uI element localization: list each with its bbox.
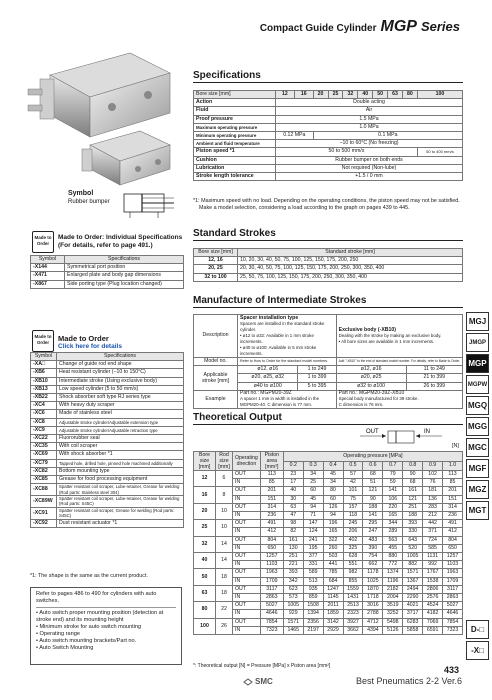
table-row: -XC88 Spatter resistant coil scraper, Lube-retainer, Grease for welding (Rod parts: Stainless steel 304) [31,484,184,496]
mto-individual-title: Made to Order: Individual Specifications [58,234,183,241]
table-row: IN 7323 1465 2197 2929 3662 4394 5126 5858 6591 7323 [194,626,463,634]
table-row: -XC79 Tapped hole, drilled hole, pinned hole machined additionally [31,459,184,467]
refbox-top: Refer to pages 486 to 490 for cylinders with auto switches. [36,591,176,608]
pneumatic-symbol-icon [120,186,176,222]
footer-text: Best Pneumatics 2-2 Ver.6 [355,676,462,686]
tab-mgf[interactable]: MGF [466,459,489,478]
table-row: IN 1709 342 513 684 855 1025 1196 1367 1538 1709 [194,577,463,585]
table-row: 16 8 OUT 201 40 60 80 101 121 141 161 181 201 [194,487,463,495]
mto-title: Made to Order [58,334,109,343]
table-row: IN 236 47 71 94 118 141 165 188 212 236 [194,512,463,520]
in-label: IN [424,429,430,435]
symbol-caption: Rubber bumper [68,199,110,205]
table-row: -X867 Side porting type (Plug location changed) [31,280,184,288]
table-row: Stroke length tolerance +1.5 / 0 mm [194,173,463,181]
page-number: 433 [443,665,459,675]
mto-table: Symbol Specifications -XA□ Change of guide rod end shape -XB6 Heat resistant cylinder (−10 to 150°C) -XB10 Intermediate stroke (Using exclusive body) -XB13 Low speed cylinder (5 to 50 mm/s) -XB22 Shock absorber soft type RJ series type -XC4 With heavy duty scraper -XC6 Made of stainless steel -XC8 Adjustable stroke cylinder/Adjustable extension type -XC9 Adjustable stroke cylinder/Adjustable retraction type -XC22 Fluororubber seal -XC35 With coil scraper -XC69 With shock absorber *1 -XC79 Tapped hole, drilled hole, pinned hole machined additionally -XC82 Bottom mounting type -XC85 Grease for food processing equipment -XC88 Spatter resistant coil scraper, Lube-retainer, Grease for welding (Rod parts: Stainless steel 304) -XC89W Spatter resistant coil scraper, Lube-retainer, Grease for welding (Rod parts: S45C) -XC91 Spatter resistant coil scraper, Grease for welding (Rod parts: S45C) -XC92 Dust resistant actuator *1 [30,352,184,528]
standard-strokes-title: Standard Strokes [193,228,463,241]
table-row: Model no. Refer to How to Order for the standard model numbers. Add "-XB10" to the end of standard model number. For details, refer to Made to Order. [194,358,463,366]
tab-mgp[interactable]: MGP [466,354,489,373]
standard-strokes-table: Bore size [mm] Standard stroke [mm] 12, 16 10, 20, 30, 40, 50, 75, 100, 125, 150, 175, 200, 250 20, 25 20, 30, 40, 50, 75, 100, 125, 150, 175, 200, 250, 300, 350, 400 32 to 100 25, 50, 75, 100, 125, 150, 175, 200, 250, 300, 350, 400 [193,248,463,282]
mto-details-link[interactable]: Click here for details [58,342,122,350]
tab-auto-switch[interactable]: D-□ [466,620,489,639]
table-row: -XC92 Dust resistant actuator *1 [31,519,184,527]
symbol-title: Symbol [68,190,94,197]
table-row: -X144 Symmetrical port position [31,264,184,272]
table-row: Description Spacer installation type Spacers are installed in the standard stroke cylinder. • ø12 to ø32: Available in 1 mm stroke increments. • ø40 to ø100: Available in 5 mm stroke increments. Exclusive body (-XB10) Dealing with the stroke by making an exclusive body. • All bore sizes are available in 1 mm increments. [194,315,463,358]
table-row: IN 650 130 195 260 325 390 455 520 585 650 [194,544,463,552]
table-row: Maximum operating pressure 1.0 MPa [194,123,463,131]
table-row: 50 18 OUT 1963 393 589 785 982 1178 1374 1571 1767 1963 [194,569,463,577]
tab-mgq[interactable]: MGQ [466,396,489,415]
table-row: Ambient and fluid temperature −10 to 60°C (No freezing) [194,140,463,148]
mto-individual-subtitle: (For details, refer to page 491.) [58,241,153,249]
table-row: -XC8 Adjustable stroke cylinder/Adjustable extension type [31,418,184,426]
table-row: -XB13 Low speed cylinder (5 to 50 mm/s) [31,385,184,393]
table-row: -XB6 Heat resistant cylinder (−10 to 150°C) [31,369,184,377]
table-row: -XC35 With coil scraper [31,443,184,451]
auto-switch-reference-box [30,587,182,665]
table-row: 32 to 100 25, 50, 75, 100, 125, 150, 175, 200, 250, 300, 350, 400 [194,273,463,281]
table-row: 12, 16 10, 20, 30, 40, 50, 75, 100, 125, 150, 175, 200, 250 [194,257,463,265]
table-row: Minimum operating pressure 0.12 MPa 0.1 MPa [194,132,463,140]
table-row: Applicable stroke [mm] ø12, ø16 1 to 249 ø12, ø16 11 to 249 [194,366,463,374]
header-subtitle: Compact Guide Cylinder [259,23,377,34]
table-row: -XC69 With shock absorber *1 [31,451,184,459]
table-row: IN 85 17 25 34 42 51 59 68 76 85 [194,479,463,487]
table-row: 20, 25 20, 30, 40, 50, 75, 100, 125, 150, 175, 200, 250, 300, 350, 400 [194,265,463,273]
mto-heading [58,335,122,350]
table-row: -XC89W Spatter resistant coil scraper, Lube-retainer, Grease for welding (Rod parts: S45C) [31,496,184,508]
table-row: 40 14 OUT 1257 251 377 503 628 754 880 1005 1131 1257 [194,553,463,561]
table-row: IN 4646 929 1394 1859 2323 2788 3252 3717 4182 4646 [194,610,463,618]
table-row: -XC82 Bottom mounting type [31,467,184,475]
tab-mgc[interactable]: MGC [466,438,489,457]
table-row: 32 14 OUT 804 161 241 322 402 483 563 643 724 804 [194,536,463,544]
table-row: ø20, ø25, ø32 1 to 399 ø20, ø25 21 to 399 [194,374,463,382]
table-row: 100 26 OUT 7854 1571 2356 3142 3927 4712 5498 6283 7069 7854 [194,618,463,626]
output-footnote: *: Theoretical output [N] = Pressure [MPa] x Piston area [mm²] [193,663,331,669]
table-row: 25 10 OUT 491 98 147 196 245 295 344 393 442 491 [194,520,463,528]
tab-mgpw[interactable]: MGPW [466,375,489,394]
out-label: OUT [366,429,379,435]
made-to-order-badge-2: Made to Order [32,330,54,352]
table-row: -XB22 Shock absorber soft type RJ series type [31,394,184,402]
table-row: -XC22 Fluororubber seal [31,435,184,443]
table-row: 80 22 OUT 5027 1005 1508 2011 2513 3016 3519 4021 4524 5027 [194,602,463,610]
table-row: -XC85 Grease for food processing equipment [31,476,184,484]
table-row: 20 10 OUT 314 63 94 126 157 188 220 251 283 314 [194,503,463,511]
table-row: IN 151 30 45 60 75 90 106 121 136 151 [194,495,463,503]
tab-mgg[interactable]: MGG [466,417,489,436]
header-series: Series [420,19,460,34]
cylinder-direction-diagram [352,425,462,447]
smc-logo-icon [243,678,253,686]
mto-individual-table: Symbol Specifications -X144 Symmetrical port position -X471 Enlarged plate and body gap dimensions -X867 Side porting type (Plug location changed) [30,255,184,289]
table-row: 63 18 OUT 3117 623 935 1247 1559 1870 2182 2494 2806 3117 [194,585,463,593]
table-row: ø40 to ø100 5 to 395 ø32 to ø100 26 to 399 [194,382,463,390]
refbox-item: • Operating range [36,631,80,637]
intermediate-strokes-title: Manufacture of Intermediate Strokes [193,295,463,308]
table-row: Lubrication Not required (Non-lube) [194,164,463,172]
table-row: -X471 Enlarged plate and body gap dimensions [31,272,184,280]
table-row: IN 1103 221 331 441 551 662 772 882 992 1103 [194,561,463,569]
table-row: -XA□ Change of guide rod end shape [31,361,184,369]
intermediate-strokes-table [193,314,463,409]
made-to-order-badge: Made to Order [32,231,54,253]
tab-jmgp[interactable]: JMGP [466,333,489,352]
tab-mgt[interactable]: MGT [466,501,489,520]
table-row: -XB10 Intermediate stroke (Using exclusive body) [31,377,184,385]
refbox-item: • Auto switch mounting brackets/Part no. [36,638,137,644]
theoretical-output-table: Bore size [mm] Rod size [mm] Operating direction Piston area [mm²] Operating pressure [MPa] 0.2 0.3 0.4 0.5 0.6 0.7 0.8 0.9 1.0 12 6 OUT 113 23 34 45 57 68 79 90 102 113 IN 85 17 25 34 42 51 59 68 76 85 16 8 OUT 201 40 60 80 101 121 141 161 181 201 IN 151 30 45 60 75 90 106 121 136 151 20 10 OUT 314 63 94 126 157 188 220 251 283 314 IN 236 47 71 94 118 141 165 188 212 236 25 10 OUT 491 98 147 196 245 295 344 393 442 491 IN 412 82 124 165 206 247 289 330 371 412 32 14 OUT 804 161 241 322 402 483 563 643 724 804 IN 650 130 195 260 325 390 455 520 585 650 40 14 OUT 1257 251 377 503 628 754 880 1005 1131 1257 IN 1103 221 331 441 551 662 772 882 992 1103 50 18 OUT 1963 393 589 785 982 1178 1374 1571 1767 1963 IN 1709 342 513 684 855 1025 1196 1367 1538 1709 63 18 OUT 3117 623 935 1247 1559 1870 2182 2494 2806 3117 IN 2863 573 859 1145 1431 1718 2004 2290 2576 2863 80 22 OUT 5027 1005 1508 2011 2513 3016 3519 4021 4524 5027 IN 4646 929 1394 1859 2323 2788 3252 3717 4182 4646 100 26 OUT 7854 1571 2356 3142 3927 4712 5498 6283 7069 7854 IN 7323 1465 2197 2929 3662 4394 5126 5858 6591 7323 [193,451,463,635]
output-unit: [N] [452,443,459,449]
smc-logo: SMC [243,677,273,686]
table-row: IN 2863 573 859 1145 1431 1718 2004 2290 2576 2863 [194,594,463,602]
series-sidebar [466,312,489,662]
table-row: -XC6 Made of stainless steel [31,410,184,418]
page-header [260,18,460,36]
table-row: Fluid Air [194,107,463,115]
tab-mgj[interactable]: MGJ [466,312,489,331]
table-row: -XC4 With heavy duty scraper [31,402,184,410]
tab-mgz[interactable]: MGZ [466,480,489,499]
theoretical-output-title: Theoretical Output [193,412,463,425]
table-row: IN 412 82 124 165 206 247 289 330 371 412 [194,528,463,536]
refbox-item: • Auto Switch Mounting [36,645,94,651]
table-row: Piston speed *1 50 to 500 mm/s 50 to 400 mm/s [194,148,463,156]
mto-footnote: *1: The shape is the same as the current product. [30,573,148,579]
tab-made-to-order[interactable]: -X□ [466,641,489,660]
specifications-table: Bore size [mm] 12 16 20 25 32 40 50 63 80 100 Action Double acting Fluid Air Proof pressure 1.5 MPa Maximum operating pressure 1.0 MPa Minimum operating pressure 0.12 MPa 0.1 MPa Ambient and fluid temperature −10 to 60°C (No freezing) Piston speed *1 50 to 500 mm/s 50 to 400 mm/s Cushion Rubber bumper on both ends Lubrication Not required (Non-lube) Stroke length tolerance +1.5 / 0 mm [193,90,463,181]
table-row: Proof pressure 1.5 MPa [194,115,463,123]
table-row: 12 6 OUT 113 23 34 45 57 68 79 90 102 113 [194,471,463,479]
table-row: Cushion Rubber bumper on both ends [194,156,463,164]
refbox-item: • Auto switch proper mounting position (detection at stroke end) and its mounting height [36,610,164,623]
product-image [20,45,188,195]
refbox-item: • Minimum stroke for auto switch mounting [36,624,142,630]
specifications-title: Specifications [193,70,463,83]
table-row: -XC9 Adjustable stroke cylinder/Adjustable retraction type [31,426,184,434]
table-row: -XC91 Spatter resistant coil scraper, Grease for welding (Rod parts: S45C) [31,507,184,519]
table-row: Action Double acting [194,99,463,107]
header-model: MGP [380,18,417,35]
table-row: Example Part no.: MGPM20-39Z A spacer 1 mm in width is installed in the MGPM20-40. C dimension is 77 mm. Part no.: MGPM20-39Z-XB10 Special body manufactured for 39 stroke. C dimension is 76 mm. [194,390,463,408]
specs-footnote: *1: Maximum speed with no load. Depending on the operating conditions, the piston speed may not be satisfied. Make a model selection, considering a load according to the graph on pages 439 to 445. [193,198,460,211]
mto-individual-heading [58,234,182,249]
